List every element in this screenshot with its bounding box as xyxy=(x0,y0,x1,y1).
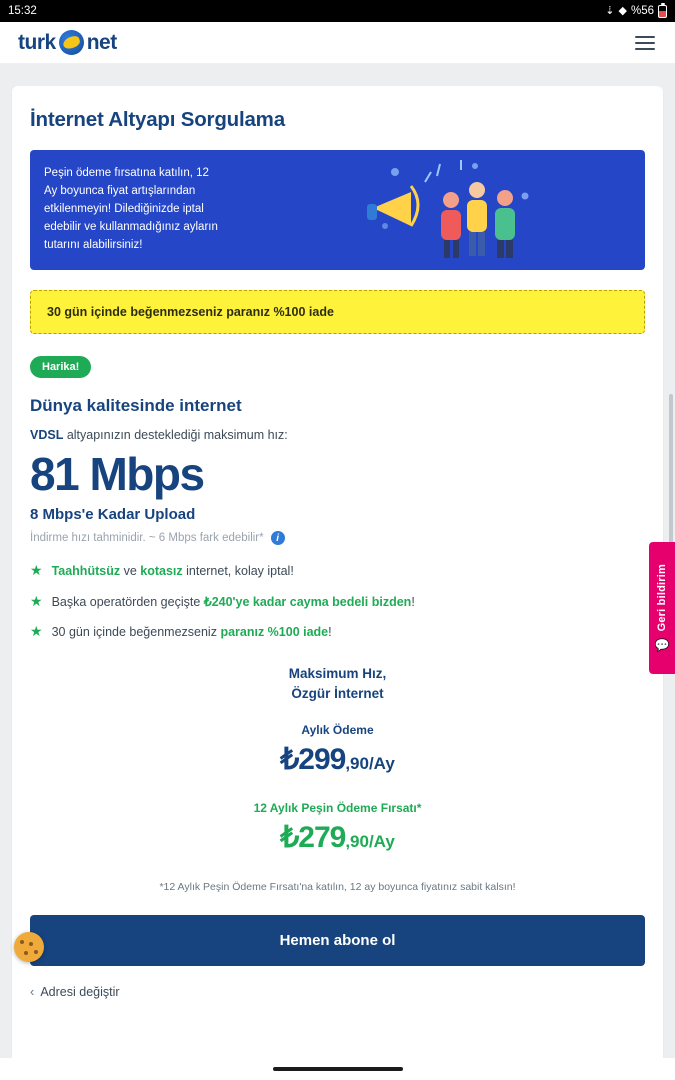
feature-plain: ! xyxy=(328,624,332,639)
feature-text-3 xyxy=(52,624,332,640)
list-item xyxy=(30,594,645,610)
turknet-logo[interactable] xyxy=(18,30,117,55)
change-address-label: Adresi değiştir xyxy=(40,984,120,999)
feature-highlight: paranız %100 iade xyxy=(220,624,329,639)
infrastructure-query-card xyxy=(12,86,663,1058)
promo-banner-text: Peşin ödeme fırsatına katılın, 12 Ay boyunca fiyat artışlarından etkilenmeyin! Dilediğinizde iptal edebilir ve kullanmadığınız ayların tutarını alabilirsiniz! xyxy=(44,167,218,251)
hamburger-line xyxy=(635,48,655,50)
estimate-note xyxy=(30,531,645,545)
monthly-price-suffix: ,90/Ay xyxy=(345,754,395,774)
plan-name-line2: Özgür İnternet xyxy=(291,685,384,701)
feature-highlight: kotasız xyxy=(140,564,183,579)
battery-icon xyxy=(658,5,667,18)
offer-price-main: ₺279 xyxy=(280,821,346,855)
list-item xyxy=(30,563,645,579)
feedback-tab-label: Geri bildirim xyxy=(656,564,668,632)
status-time: 15:32 xyxy=(8,5,37,17)
status-icons xyxy=(605,5,667,18)
feature-plain: ve xyxy=(120,564,141,579)
star-icon: ★ xyxy=(30,592,43,609)
logo-text-right: net xyxy=(86,30,117,54)
money-back-note xyxy=(30,290,645,334)
feature-highlight: Taahhütsüz xyxy=(51,564,121,579)
cookie-icon[interactable] xyxy=(14,932,44,962)
system-navigation-bar xyxy=(0,1058,675,1080)
monthly-price-main: ₺299 xyxy=(280,743,346,777)
hamburger-menu-icon[interactable] xyxy=(633,30,657,56)
subscribe-button[interactable]: Hemen abone ol xyxy=(30,915,645,966)
app-header xyxy=(0,22,675,64)
promo-banner xyxy=(30,150,645,270)
page-title: İnternet Altyapı Sorgulama xyxy=(30,108,285,131)
promo-illustration xyxy=(365,156,545,264)
status-badge: Harika! xyxy=(30,356,91,378)
monthly-payment-label: Aylık Ödeme xyxy=(301,723,374,738)
feature-plain: ! xyxy=(411,594,415,609)
feature-highlight: ₺240'ye kadar cayma bedeli bizden xyxy=(203,594,412,609)
info-icon[interactable]: i xyxy=(271,531,285,545)
download-icon: ⇣ xyxy=(605,4,615,17)
speech-bubble-icon: 💬 xyxy=(654,637,670,652)
chevron-left-icon: ‹ xyxy=(30,984,35,1000)
feature-plain: Başka operatörden geçişte xyxy=(51,594,204,609)
wifi-icon: ◆ xyxy=(618,4,627,17)
features-list xyxy=(30,563,645,640)
change-address-link[interactable] xyxy=(30,984,645,999)
headline: Dünya kalitesinde internet xyxy=(30,396,242,415)
prepaid-offer-label: 12 Aylık Peşin Ödeme Fırsatı* xyxy=(253,801,422,816)
list-item xyxy=(30,624,645,640)
logo-text-left: turk xyxy=(18,30,56,54)
offer-price xyxy=(30,823,645,853)
pricing-section xyxy=(30,664,645,893)
feedback-tab[interactable] xyxy=(649,542,675,674)
status-bar xyxy=(0,0,675,22)
pricing-footnote: *12 Aylık Peşin Ödeme Fırsatı'na katılın, 12 ay boyunca fiyatınız sabit kalsın! xyxy=(159,881,516,894)
feature-plain: internet, kolay iptal! xyxy=(182,564,294,579)
home-indicator[interactable] xyxy=(273,1067,403,1071)
plan-name xyxy=(30,664,645,703)
star-icon: ★ xyxy=(30,622,43,639)
battery-percent: %56 xyxy=(630,5,654,17)
feature-text-1 xyxy=(52,563,294,579)
offer-price-suffix: ,90/Ay xyxy=(345,832,395,852)
hamburger-line xyxy=(635,36,655,38)
technology-rest: altyapınızın desteklediği maksimum hız: xyxy=(63,428,288,442)
monthly-price xyxy=(30,745,645,775)
page-scroll-area[interactable] xyxy=(0,64,675,1058)
star-icon: ★ xyxy=(30,562,43,579)
technology-name: VDSL xyxy=(30,428,64,442)
money-back-note-text: 30 gün içinde beğenmezseniz paranız %100 iade xyxy=(47,305,334,319)
hamburger-line xyxy=(635,42,655,44)
globe-icon xyxy=(59,30,84,55)
max-speed-value: 81 Mbps xyxy=(30,448,204,500)
upload-speed-value: 8 Mbps'e Kadar Upload xyxy=(30,506,196,524)
feature-plain: 30 gün içinde beğenmezseniz xyxy=(51,624,221,639)
feature-text-2 xyxy=(52,594,415,610)
estimate-note-text: İndirme hızı tahminidir. ~ 6 Mbps fark edebilir* xyxy=(30,532,264,545)
technology-line xyxy=(30,428,645,442)
plan-name-line1: Maksimum Hız, xyxy=(288,666,387,682)
